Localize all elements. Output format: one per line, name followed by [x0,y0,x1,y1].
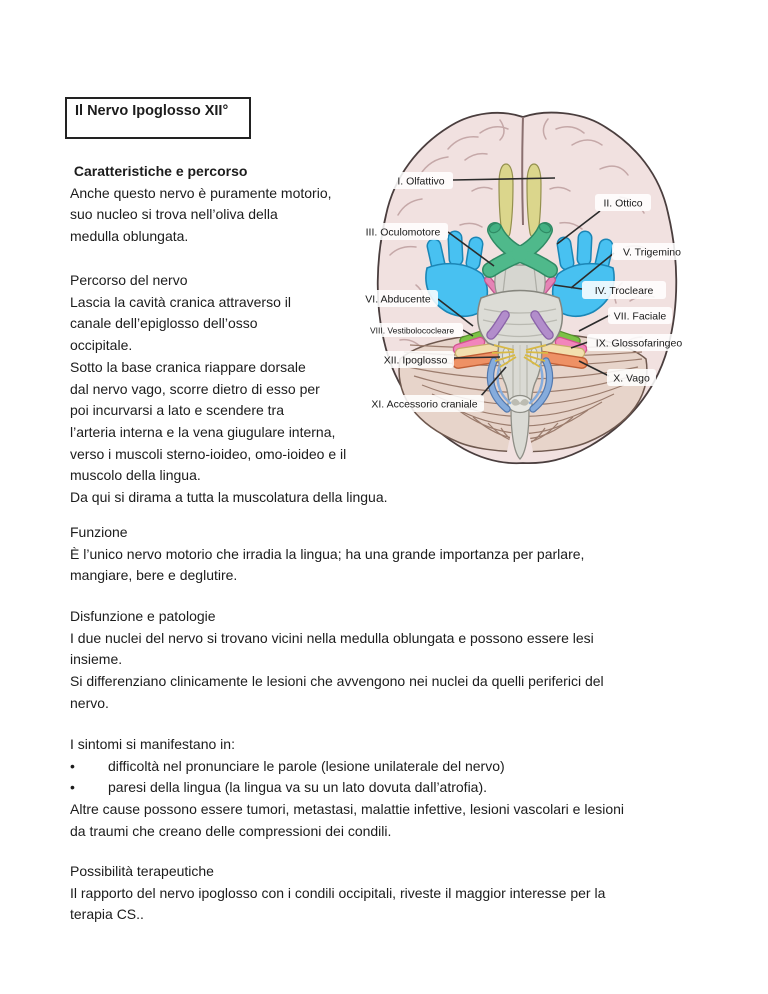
text-line: terapia CS.. [70,906,144,923]
svg-text:V. Trigemino: V. Trigemino [623,246,681,259]
svg-text:II. Ottico: II. Ottico [603,197,643,210]
svg-text:VIII. Vestibolococleare: VIII. Vestibolococleare [369,325,455,336]
page-title: Il Nervo Ipoglosso XII° [75,103,229,119]
text-line: suo nucleo si trova nell’oliva della [70,206,278,223]
text-line: I sintomi si manifestano in: [70,736,235,752]
section-sintomi [70,734,624,843]
text-line: Percorso del nervo [70,272,188,288]
bullet-text: paresi della lingua (la lingua va su un lato dovuta dall’atrofia). [108,779,488,796]
bullet-item [70,756,624,778]
text-line: canale dell’epiglosso dell’osso [70,315,258,332]
text-line: verso i muscoli sterno-ioideo, omo-ioideo e il [70,445,347,462]
section-caratteristiche [70,161,332,248]
text-line: Sotto la base cranica riappare dorsale [70,358,306,375]
svg-text:VI. Abducente: VI. Abducente [365,293,431,306]
title-box [65,97,251,139]
text-line: Anche questo nervo è puramente motorio, [70,184,332,201]
svg-text:IV. Trocleare: IV. Trocleare [594,285,654,297]
text-line: poi incurvarsi a lato e scendere tra [70,402,284,419]
svg-text:XI. Accessorio craniale: XI. Accessorio craniale [371,398,478,411]
text-line: Disfunzione e patologie [70,608,216,624]
text-line: Il rapporto del nervo ipoglosso con i condili occipitali, riveste il maggior interesse per la [70,884,606,901]
text-line: Possibilità terapeutiche [70,863,214,879]
text-line: muscolo della lingua. [70,467,201,484]
svg-text:X. Vago: X. Vago [613,372,650,385]
text-line: Altre cause possono essere tumori, metastasi, malattie infettive, lesioni vascolari e lesioni [70,801,625,818]
text-line: Lascia la cavità cranica attraverso il [70,293,291,310]
text-line: l’arteria interna e la vena giugulare interna, [70,423,336,440]
text-line: medulla oblungata. [70,228,189,245]
svg-text:III. Oculomotore: III. Oculomotore [365,226,441,239]
diagram-label-vestibolococleare [361,323,473,337]
text-line: È l’unico nervo motorio che irradia la lingua; ha una grande importanza per parlare, [70,545,585,562]
text-line: dal nervo vago, scorre dietro di esso per [70,380,320,397]
svg-text:XII. Ipoglosso: XII. Ipoglosso [383,354,448,367]
text-line: occipitale. [70,337,133,354]
text-line: da traumi che creano delle compressioni dei condili. [70,822,392,839]
diagram-label-glossofaringeo [571,334,691,351]
bullet-item [70,777,624,799]
text-line: Da qui si dirama a tutta la muscolatura della lingua. [70,489,388,506]
text-line: mangiare, bere e deglutire. [70,567,238,584]
brain-diagram [360,105,768,465]
svg-text:VII. Faciale: VII. Faciale [613,310,667,323]
svg-text:I. Olfattivo: I. Olfattivo [397,175,445,188]
section-funzione [70,522,584,587]
text-line: Funzione [70,524,128,540]
bullet-text: difficoltà nel pronunciare le parole (lesione unilaterale del nervo) [108,757,505,774]
section-disfunzione [70,606,604,715]
bullet-icon: • [70,757,75,774]
section-terapia [70,861,605,926]
section-heading: Caratteristiche e percorso [70,163,248,179]
svg-text:IX. Glossofaringeo: IX. Glossofaringeo [595,337,683,350]
text-line: nervo. [70,694,109,711]
section-percorso [70,270,388,509]
longitudinal-fissure [522,117,523,225]
text-line: Si differenziano clinicamente le lesioni che avvengono nei nuclei da quelli periferici del [70,673,604,690]
text-line: insieme. [70,651,123,668]
bullet-icon: • [70,779,75,796]
pons [478,291,563,350]
text-line: I due nuclei del nervo si trovano vicini nella medulla oblungata e possono essere lesi [70,629,594,646]
